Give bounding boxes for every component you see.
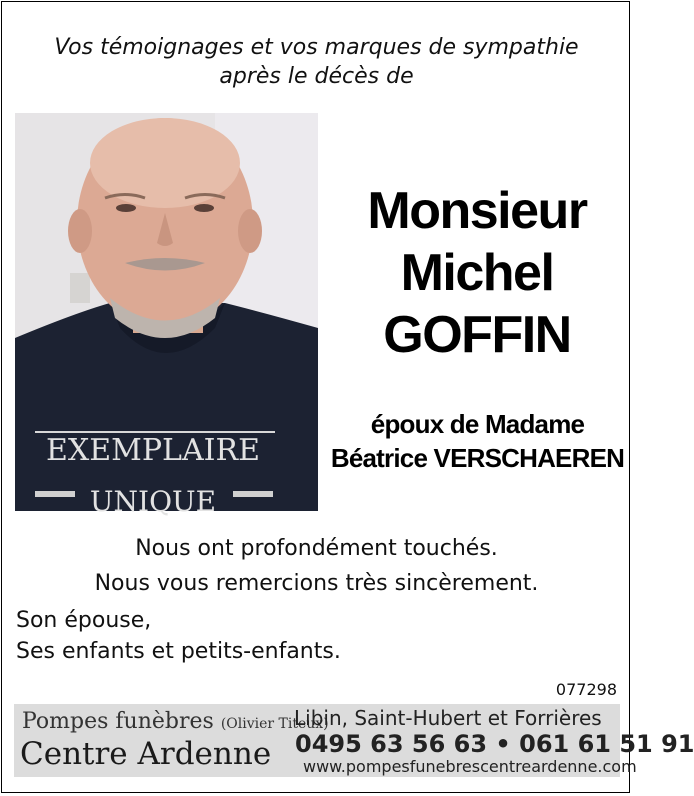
spouse-info [325,407,630,475]
funeral-home-name: Centre Ardenne [20,736,272,772]
first-name: Michel [400,244,554,302]
title: Monsieur [367,182,587,240]
shirt-text-line-2: UNIQUE [89,485,217,518]
last-name: GOFFIN [383,306,571,364]
funeral-home-website[interactable]: www.pompesfunebrescentreardenne.com [303,757,637,776]
message-line-1: Nous ont profondément touchés. [135,536,498,561]
funeral-home-locations: Libin, Saint-Hubert et Forrières [294,706,602,730]
deceased-name [332,180,622,366]
portrait-photo [15,113,318,518]
funeral-home-owner: (Olivier Titeux) [220,716,329,732]
phone-landline: 061 61 51 91 [519,730,694,758]
signature-line-1: Son épouse, [16,608,152,633]
intro-line-2: après le décès de [219,64,414,89]
intro-text [0,33,633,91]
intro-line-1: Vos témoignages et vos marques de sympathie [54,35,579,60]
funeral-home-phones [295,730,694,758]
funeral-home-label [22,709,329,734]
signature-line-2: Ses enfants et petits-enfants. [16,639,341,664]
funeral-home-banner [14,704,694,777]
message-line-2: Nous vous remercions très sincèrement. [94,571,539,596]
phone-mobile: 0495 63 56 63 [295,730,488,758]
phone-separator: • [495,730,511,758]
spouse-line-2: Béatrice VERSCHAEREN [330,443,625,473]
reference-number: 077298 [555,680,617,699]
funeral-home-line-1: Pompes funèbres [22,709,214,734]
spouse-line-1: époux de Madame [370,409,585,439]
shirt-text-line-1: EXEMPLAIRE [46,433,260,468]
